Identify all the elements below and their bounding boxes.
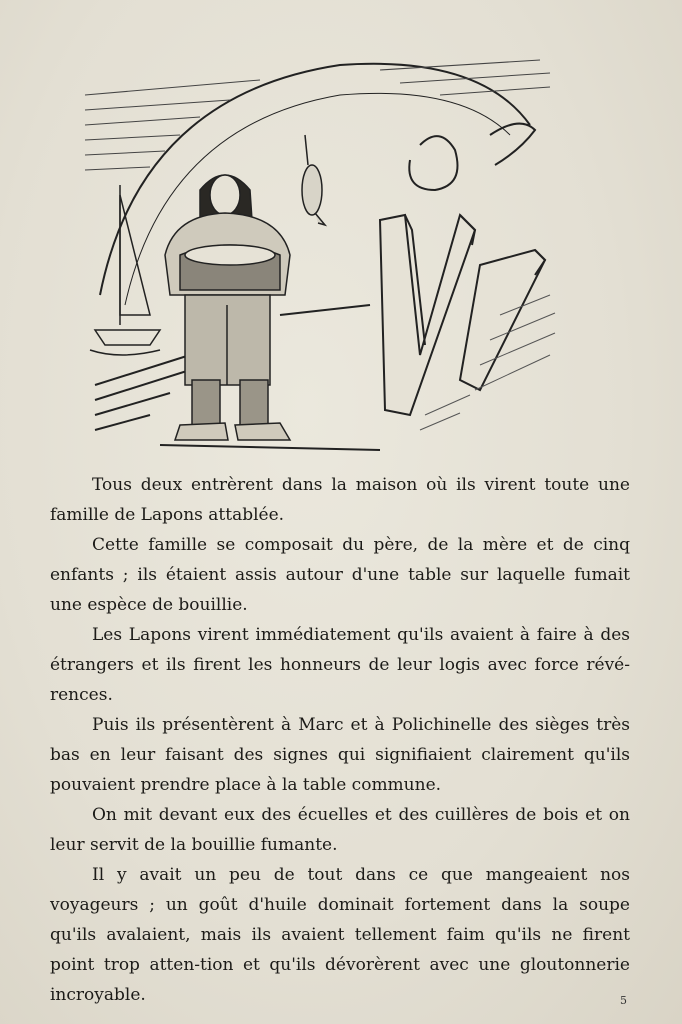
sailboat-icon (90, 185, 160, 355)
chapter-illustration (80, 55, 580, 455)
paragraph: Puis ils présentèrent à Marc et à Polichinelle des sièges très bas en leur faisant des signes qui signifiaient clairement qu'ils pouvaient prendre place à la table commune. (50, 715, 630, 795)
lapp-figure-icon (165, 175, 290, 440)
body-text (50, 470, 630, 1010)
chapter-numeral-vi (380, 124, 545, 415)
paragraph: Les Lapons virent immédiatement qu'ils avaient à faire à des étrangers et ils firent les honneurs de leur logis avec force révé-rences. (50, 625, 630, 705)
paragraph: Il y avait un peu de tout dans ce que mangeaient nos voyageurs ; un goût d'huile dominait fortement dans la soupe qu'ils avalaient, mais ils avaient tellement faim qu'ils ne firent point trop atten-tion et qu'ils dévorèrent avec une gloutonnerie incroyable. (50, 865, 630, 1005)
hanging-bird-icon (302, 135, 325, 225)
page-number: 5 (620, 994, 627, 1007)
hatching (85, 60, 550, 170)
paragraph: On mit devant eux des écuelles et des cuillères de bois et on leur servit de la bouillie fumante. (50, 805, 630, 855)
paragraph: Cette famille se composait du père, de la mère et de cinq enfants ; ils étaient assis autour d'une table sur laquelle fumait une espèce de bouillie. (50, 535, 630, 615)
paragraph: Tous deux entrèrent dans la maison où ils virent toute une famille de Lapons attablée. (50, 475, 630, 525)
